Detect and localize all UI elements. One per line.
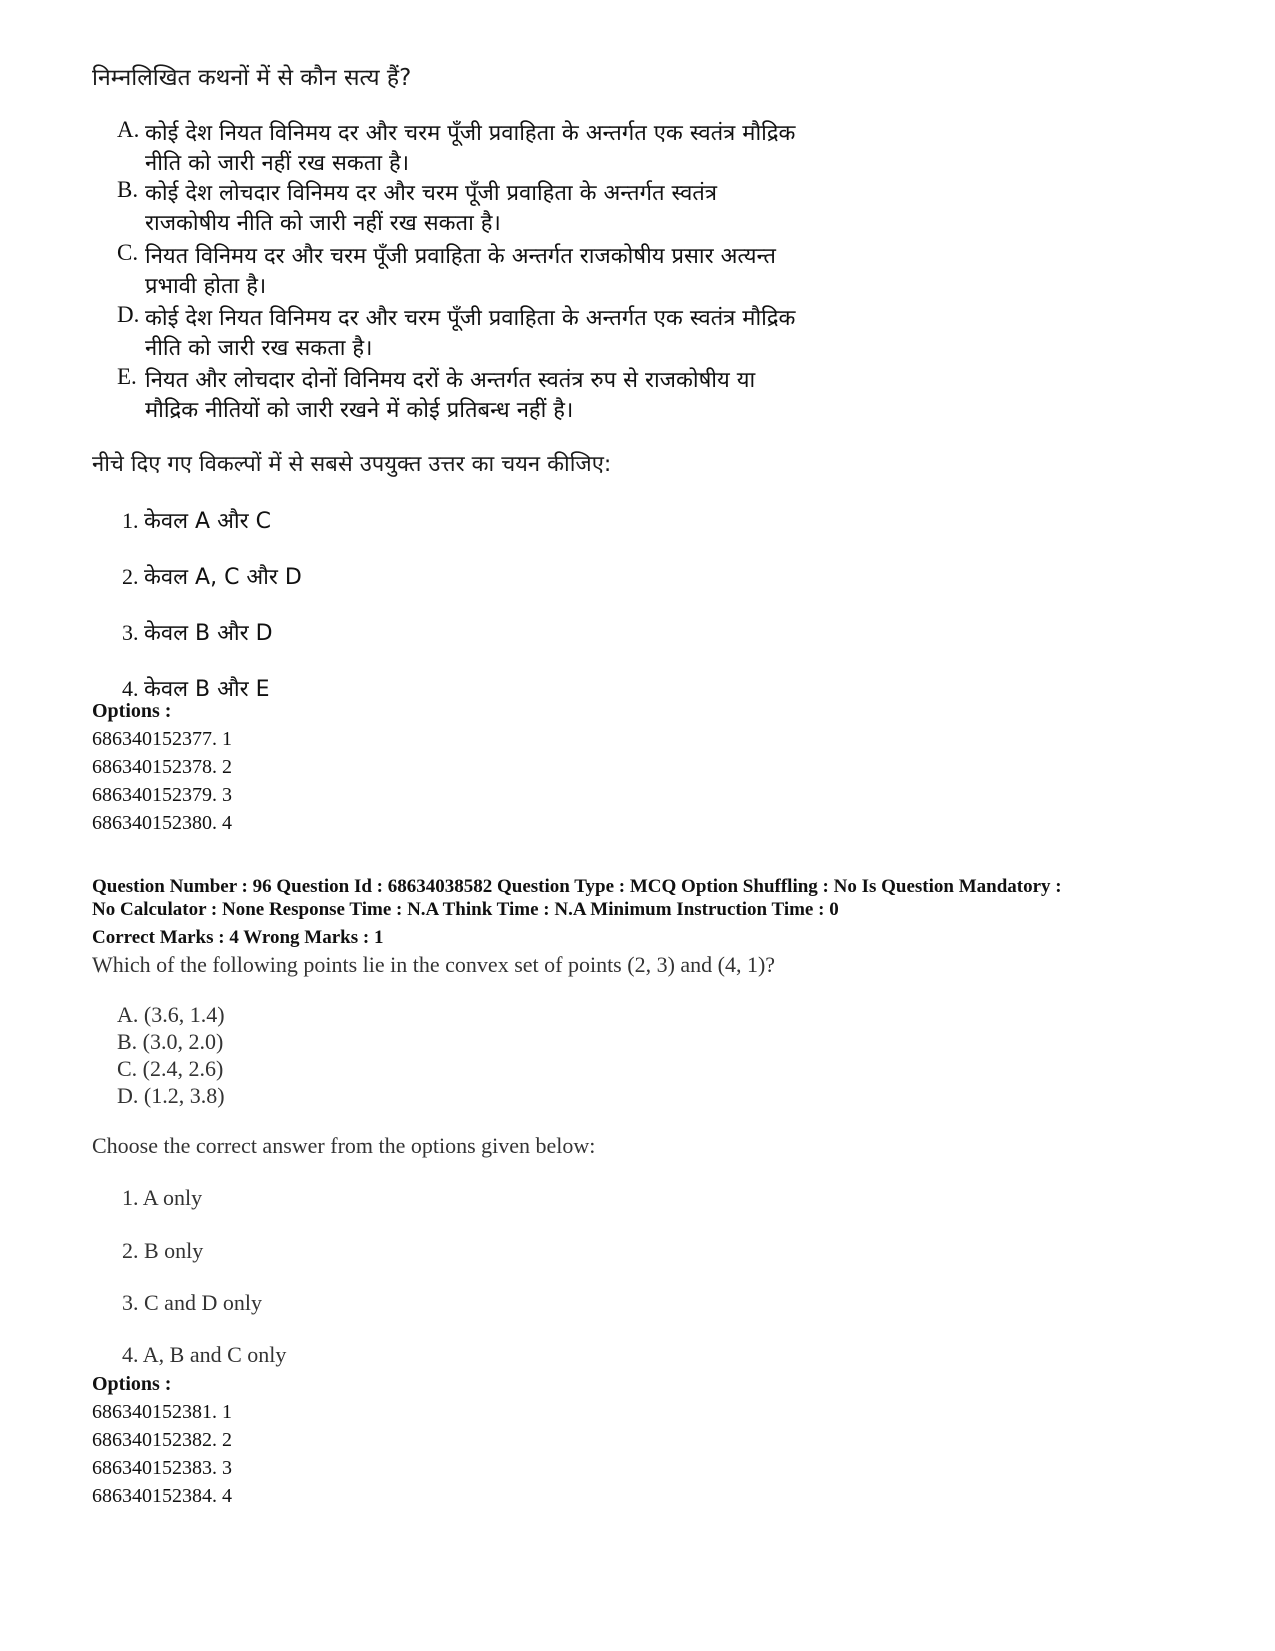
answer-choice-3: 3. C and D only: [122, 1290, 262, 1315]
answer-choice-3: [122, 617, 273, 647]
statement-a: A. (3.6, 1.4): [117, 1002, 225, 1027]
question-intro: निम्नलिखित कथनों में से कौन सत्य हैं?: [92, 65, 412, 91]
statement-line: कोई देश लोचदार विनिमय दर और चरम पूँजी प्रवाहिता के अन्तर्गत स्वतंत्र: [145, 181, 717, 206]
question-meta-line-1: Question Number : 96 Question Id : 68634038582 Question Type : MCQ Option Shuffling : No Is Question Mandatory :: [92, 876, 1062, 897]
statement-line: नीति को जारी रख सकता है।: [145, 336, 373, 361]
statement-letter: A.: [117, 117, 140, 142]
statement-line: राजकोषीय नीति को जारी नहीं रख सकता है।: [145, 211, 501, 236]
option-id: 686340152381. 1: [92, 1401, 232, 1423]
choice-number: 2.: [122, 564, 139, 589]
statement-line: नीति को जारी नहीं रख सकता है।: [145, 151, 410, 176]
statement-line: नियत और लोचदार दोनों विनिमय दरों के अन्तर्गत स्वतंत्र रुप से राजकोषीय या: [145, 368, 756, 393]
statement-line: प्रभावी होता है।: [145, 274, 267, 299]
statement-line: नियत विनिमय दर और चरम पूँजी प्रवाहिता के अन्तर्गत राजकोषीय प्रसार अत्यन्त: [145, 244, 776, 269]
option-id: 686340152384. 4: [92, 1485, 232, 1507]
option-id: 686340152383. 3: [92, 1457, 232, 1479]
statement-letter: E.: [117, 364, 137, 389]
choice-number: 3.: [122, 620, 139, 645]
option-id: 686340152378. 2: [92, 756, 232, 778]
question-meta-line-2: No Calculator : None Response Time : N.A Think Time : N.A Minimum Instruction Time : 0: [92, 899, 839, 920]
statement-b: B. (3.0, 2.0): [117, 1029, 224, 1054]
question-text: Which of the following points lie in the convex set of points (2, 3) and (4, 1)?: [92, 952, 776, 977]
answer-prompt: Choose the correct answer from the options given below:: [92, 1133, 596, 1158]
answer-choice-2: 2. B only: [122, 1238, 204, 1263]
choice-number: 1.: [122, 508, 139, 533]
statement-c: C. (2.4, 2.6): [117, 1056, 224, 1081]
options-label: Options :: [92, 700, 172, 722]
answer-prompt: नीचे दिए गए विकल्पों में से सबसे उपयुक्त उत्तर का चयन कीजिए:: [92, 452, 612, 477]
statement-letter: B.: [117, 177, 139, 202]
answer-choice-4: 4. A, B and C only: [122, 1342, 287, 1367]
statement-line: मौद्रिक नीतियों को जारी रखने में कोई प्रतिबन्ध नहीं है।: [145, 398, 574, 423]
options-label: Options :: [92, 1373, 172, 1395]
answer-choice-1: [122, 505, 271, 535]
question-marks: Correct Marks : 4 Wrong Marks : 1: [92, 927, 384, 948]
option-id: 686340152379. 3: [92, 784, 232, 806]
option-id: 686340152380. 4: [92, 812, 232, 834]
choice-text: केवल A और C: [144, 509, 271, 534]
choice-number: 4.: [122, 676, 139, 701]
option-id: 686340152377. 1: [92, 728, 232, 750]
choice-text: केवल A, C और D: [144, 565, 302, 590]
statement-d: D. (1.2, 3.8): [117, 1083, 225, 1108]
option-id: 686340152382. 2: [92, 1429, 232, 1451]
answer-choice-2: [122, 561, 302, 591]
answer-choice-4: [122, 673, 270, 703]
answer-choice-1: 1. A only: [122, 1185, 203, 1210]
statement-line: कोई देश नियत विनिमय दर और चरम पूँजी प्रवाहिता के अन्तर्गत एक स्वतंत्र मौद्रिक: [145, 306, 796, 331]
choice-text: केवल B और D: [144, 621, 273, 646]
statement-line: कोई देश नियत विनिमय दर और चरम पूँजी प्रवाहिता के अन्तर्गत एक स्वतंत्र मौद्रिक: [145, 121, 796, 146]
statement-letter: C.: [117, 240, 139, 265]
statement-letter: D.: [117, 302, 140, 327]
choice-text: केवल B और E: [144, 677, 270, 702]
